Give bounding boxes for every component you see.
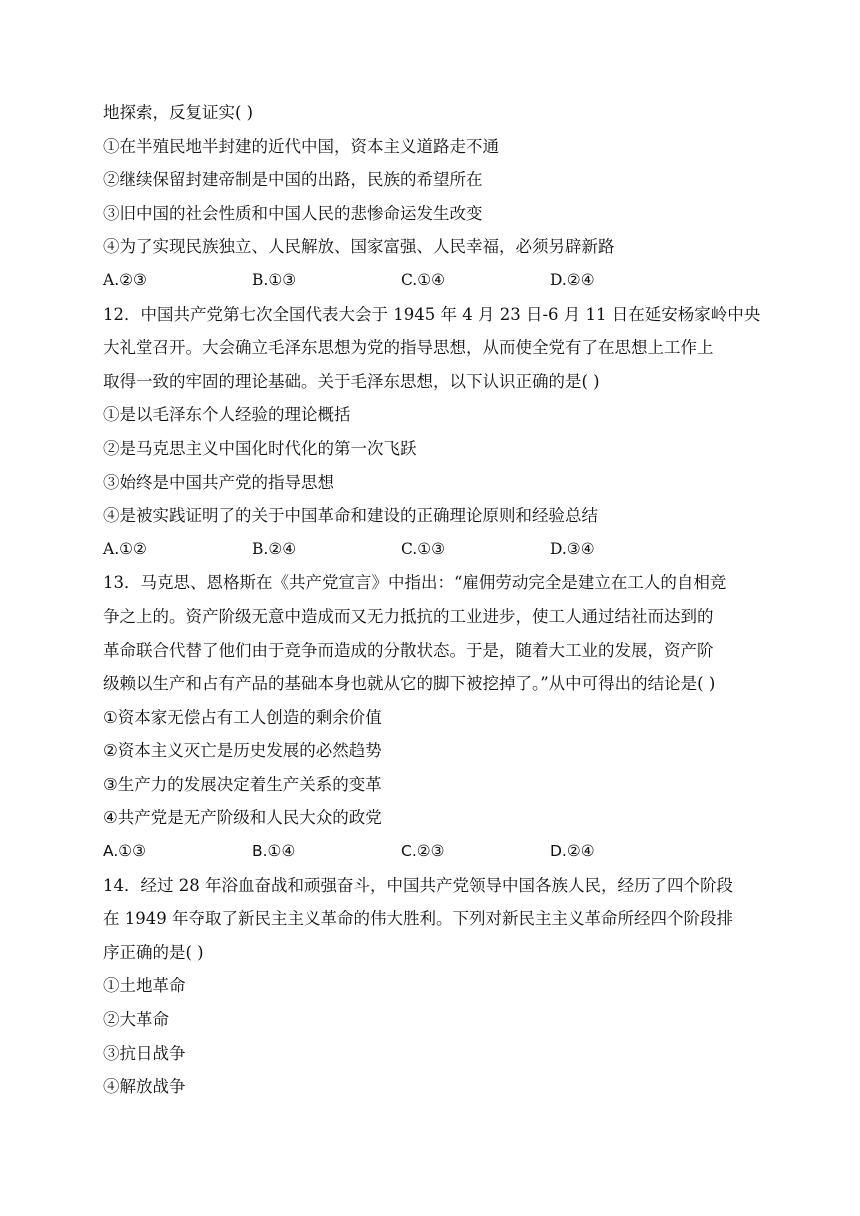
question-14-item-4: ④解放战争: [103, 1077, 186, 1097]
question-13-option-c[interactable]: C.②③: [401, 842, 445, 861]
question-11: [103, 96, 763, 298]
question-13-option-d[interactable]: D.②④: [550, 842, 595, 861]
question-13: [103, 566, 763, 868]
question-13-item-3: ③生产力的发展决定着生产关系的变革: [103, 774, 382, 794]
question-11-item-4: ④为了实现民族独立、人民解放、国家富强、人民幸福，必须另辟新路: [103, 237, 615, 257]
question-13-option-a[interactable]: A.①③: [103, 842, 147, 861]
question-14-stem-line-2: 在 1949 年夺取了新民主主义革命的伟大胜利。下列对新民主主义革命所经四个阶段排: [103, 909, 733, 929]
question-11-stem-tail: 地探索，反复证实( ): [103, 103, 254, 122]
question-14-item-1: ①土地革命: [103, 976, 186, 996]
question-11-option-a[interactable]: A.②③: [103, 270, 147, 289]
question-13-item-1: ①资本家无偿占有工人创造的剩余价值: [103, 707, 382, 727]
question-12-item-3: ③始终是中国共产党的指导思想: [103, 472, 334, 492]
question-12-options: [103, 533, 763, 567]
question-12-option-d[interactable]: D.③④: [550, 539, 595, 558]
question-13-options: [103, 835, 763, 869]
question-11-option-b[interactable]: B.①③: [252, 270, 297, 289]
question-12-stem-line-1: 12．中国共产党第七次全国代表大会于 1945 年 4 月 23 日-6 月 11 日在延安杨家岭中央: [103, 304, 761, 324]
question-13-stem-line-3: 革命联合代替了他们由于竞争而造成的分散状态。于是，随着大工业的发展，资产阶: [103, 640, 714, 660]
question-13-option-b[interactable]: B.①④: [252, 842, 296, 861]
question-14-item-2: ②大革命: [103, 1010, 169, 1030]
question-14: [103, 869, 763, 1104]
question-12-stem-line-2: 大礼堂召开。大会确立毛泽东思想为党的指导思想，从而使全党有了在思想上工作上: [103, 338, 714, 358]
question-13-stem-line-4: 级赖以生产和占有产品的基础本身也就从它的脚下被挖掉了。”从中可得出的结论是( ): [103, 674, 716, 694]
question-14-stem-line-3: 序正确的是( ): [103, 942, 204, 962]
question-11-option-d[interactable]: D.②④: [550, 270, 595, 289]
question-12: [103, 298, 763, 567]
question-12-option-a[interactable]: A.①②: [103, 539, 147, 558]
question-12-item-1: ①是以毛泽东个人经验的理论概括: [103, 405, 351, 425]
question-11-item-1: ①在半殖民地半封建的近代中国，资本主义道路走不通: [103, 136, 499, 156]
question-11-item-2: ②继续保留封建帝制是中国的出路，民族的希望所在: [103, 170, 483, 190]
question-13-stem-line-1: 13．马克思、恩格斯在《共产党宣言》中指出：“雇佣劳动完全是建立在工人的自相竞: [103, 573, 727, 593]
question-11-options: [103, 264, 763, 298]
question-12-item-2: ②是马克思主义中国化时代化的第一次飞跃: [103, 438, 417, 458]
question-12-option-b[interactable]: B.②④: [252, 539, 297, 558]
question-13-stem-line-2: 争之上的。资产阶级无意中造成而又无力抵抗的工业进步，使工人通过结社而达到的: [103, 606, 714, 626]
question-11-option-c[interactable]: C.①④: [401, 270, 446, 289]
exam-page: [103, 96, 763, 1104]
question-12-item-4: ④是被实践证明了的关于中国革命和建设的正确理论原则和经验总结: [103, 506, 598, 526]
question-12-option-c[interactable]: C.①③: [401, 539, 446, 558]
question-11-item-3: ③旧中国的社会性质和中国人民的悲惨命运发生改变: [103, 203, 483, 223]
question-12-stem-line-3: 取得一致的牢固的理论基础。关于毛泽东思想，以下认识正确的是( ): [103, 371, 600, 391]
question-14-item-3: ③抗日战争: [103, 1043, 186, 1063]
question-14-stem-line-1: 14．经过 28 年浴血奋战和顽强奋斗，中国共产党领导中国各族人民，经历了四个阶段: [103, 875, 733, 895]
question-13-item-2: ②资本主义灭亡是历史发展的必然趋势: [103, 741, 382, 761]
question-13-item-4: ④共产党是无产阶级和人民大众的政党: [103, 808, 382, 828]
